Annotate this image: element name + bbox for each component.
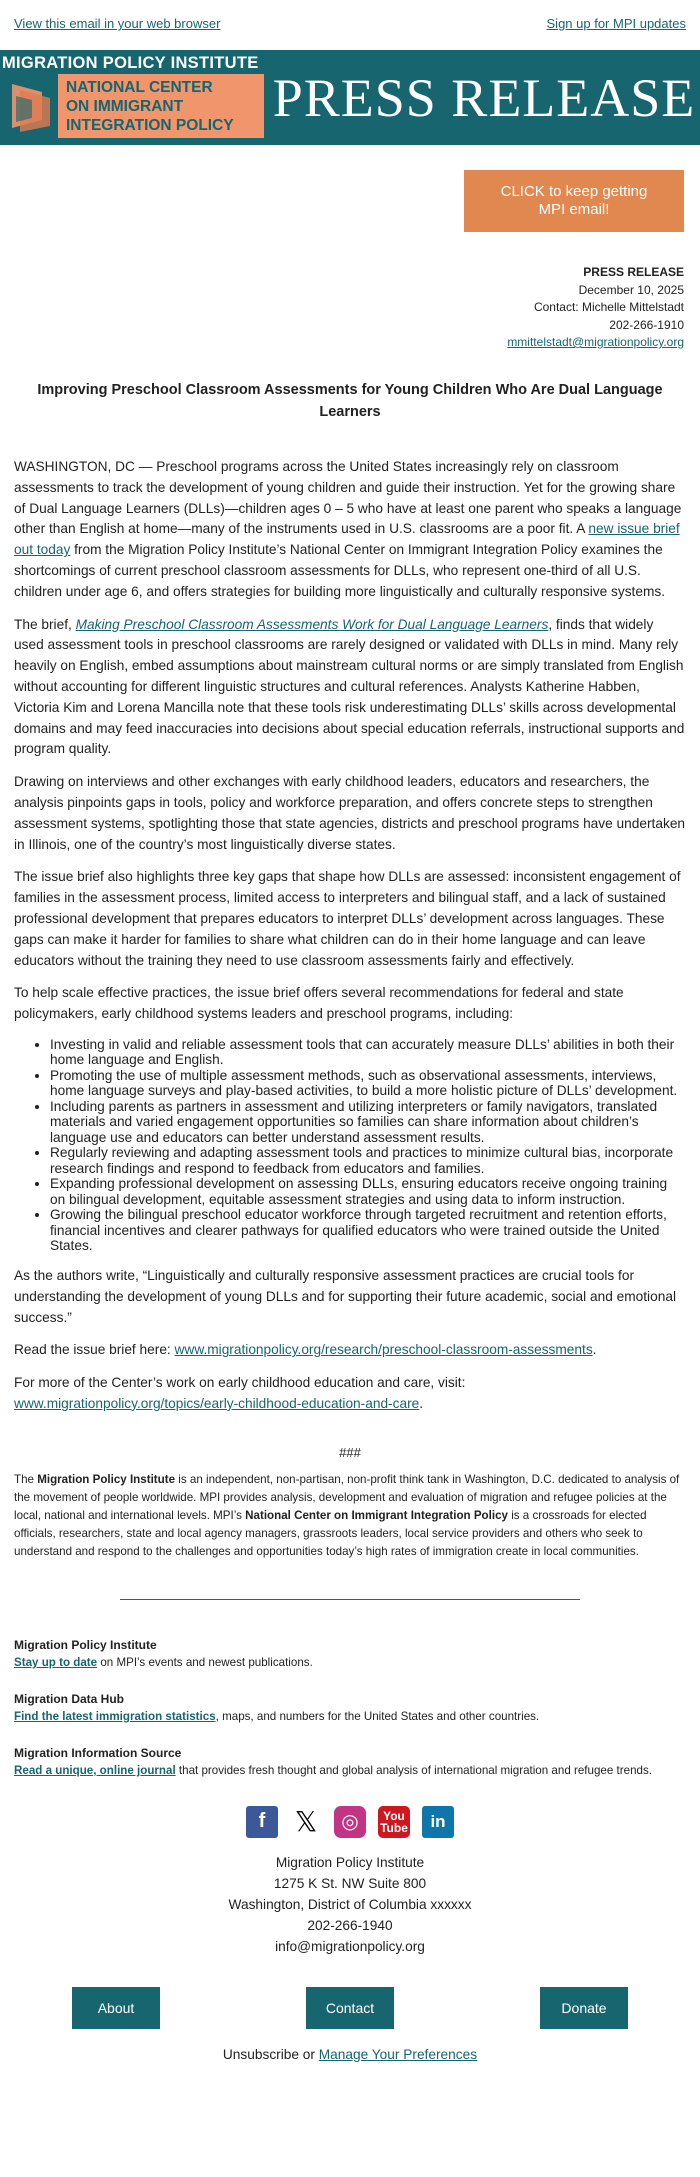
- web-version-link[interactable]: View this email in your web browser: [14, 16, 221, 31]
- address-city: Washington, District of Columbia xxxxxx: [228, 1896, 472, 1912]
- address-email: info@migrationpolicy.org: [275, 1938, 425, 1954]
- org-name: MIGRATION POLICY INSTITUTE: [2, 54, 259, 72]
- resources: [0, 1636, 700, 1780]
- linkedin-icon[interactable]: in: [422, 1806, 454, 1838]
- about-button[interactable]: About: [72, 1987, 160, 2029]
- list-item: • Expanding professional development on assessing DLLs, ensuring educators receive ongoing training on bilingual development, equitable assessment strategies and using data to inform instruction.: [50, 1176, 686, 1207]
- resource-link[interactable]: Read a unique, online journal: [14, 1763, 176, 1777]
- topic-url-link[interactable]: www.migrationpolicy.org/topics/early-childhood-education-and-care: [14, 1395, 420, 1411]
- facebook-icon[interactable]: f: [246, 1806, 278, 1838]
- address-phone: 202-266-1940: [307, 1917, 393, 1933]
- press-release-banner: [268, 50, 700, 145]
- release-date: December 10, 2025: [578, 282, 684, 297]
- recommendations-list: [14, 1037, 686, 1254]
- resource-link[interactable]: Find the latest immigration statistics: [14, 1709, 216, 1723]
- address-org: Migration Policy Institute: [275, 1854, 425, 1870]
- resource-link[interactable]: Stay up to date: [14, 1655, 98, 1669]
- keep-email-button[interactable]: CLICK to keep getting MPI email!: [464, 170, 684, 232]
- mpi-logo[interactable]: [0, 50, 268, 145]
- divider: [120, 1599, 580, 1600]
- contact-heading: PRESS RELEASE: [583, 265, 684, 279]
- top-links: [0, 0, 700, 50]
- contact-phone: 202-266-1910: [609, 317, 684, 332]
- list-item: • Investing in valid and reliable assessment tools that can accurately measure DLLs’ abilities in both their home language and English.: [50, 1037, 686, 1068]
- address: [0, 1852, 700, 1957]
- nciip-emblem-icon: [2, 74, 58, 138]
- banner-title: PRESS RELEASE: [272, 67, 696, 128]
- unsubscribe-line: Unsubscribe or Manage Your Preferences: [222, 2046, 478, 2062]
- resource-title: Migration Data Hub: [14, 1691, 124, 1706]
- contact-block: [0, 264, 700, 379]
- nciip-name: NATIONAL CENTER ON IMMIGRANT INTEGRATION POLICY: [66, 79, 234, 134]
- contact-button[interactable]: Contact: [306, 1987, 394, 2029]
- list-item: • Including parents as partners in assessment and utilizing interpreters or family navigators, translated materials and varied engagement opportunities so families can share information about children’s language use and educators can better understand assessment results.: [50, 1099, 686, 1146]
- donate-button[interactable]: Donate: [540, 1987, 628, 2029]
- about-paragraph: The Migration Policy Institute is an independent, non-partisan, non-profit think tank in Washington, D.C. dedicated to analysis of the movement of people worldwide. MPI provides analysis, development and evaluation of migration and refugee policies at the local, national and international levels. MPI’s National Center on Immigrant Integration Policy is a crossroads for elected officials, researchers, state and local agency managers, grassroots leaders, local service providers and others who seek to understand and respond to the challenges and opportunities today’s high rates of immigration create in local communities.: [14, 1472, 680, 1558]
- x-icon[interactable]: 𝕏: [294, 1806, 318, 1838]
- list-item: • Regularly reviewing and adapting assessment tools and practices to minimize cultural bias, incorporate research findings and respond to feedback from educators and families.: [50, 1145, 686, 1176]
- headline: Improving Preschool Classroom Assessments for Young Children Who Are Dual Language Learners: [37, 382, 663, 420]
- brief-title-link[interactable]: Making Preschool Classroom Assessments Work for Dual Language Learners: [75, 616, 549, 632]
- resource-item: Migration Policy Institute Stay up to date on MPI’s events and newest publications.: [14, 1636, 686, 1672]
- paragraph: The brief, Making Preschool Classroom Assessments Work for Dual Language Learners, finds that widely used assessment tools in preschool classrooms are rarely designed or validated with DLLs in mind. Many rely heavily on English, embed assumptions about mainstream cultural norms or are simply translated from English without accounting for different linguistic structures and cultural references. Analysts Katherine Habben, Victoria Kim and Lorena Mancilla note that these tools risk underestimating DLLs’ skills across developmental domains and may feed inaccuracies into decisions about special education referrals, instructional supports and program quality.: [14, 616, 685, 757]
- resource-title: Migration Information Source: [14, 1745, 182, 1760]
- contact-email-link[interactable]: mmittelstadt@migrationpolicy.org: [507, 335, 684, 349]
- paragraph: WASHINGTON, DC — Preschool programs across the United States increasingly rely on classroom assessments to track the development of young children and guide their instruction. Yet for the growing share of Dual Language Learners (DLLs)—children ages 0 – 5 who have at least one parent who speaks a language other than English at home—many of the instruments used in U.S. classrooms are a poor fit. A new issue brief out today from the Migration Policy Institute’s National Center on Immigrant Integration Policy examines the shortcomings of current preschool classroom assessments for DLLs, who represent one-third of all U.S. children under age 6, and offers strategies for building more linguistically and culturally responsive systems.: [14, 459, 682, 599]
- social-links: [0, 1806, 700, 1842]
- nciip-logo: [2, 74, 264, 138]
- paragraph: Read the issue brief here: www.migrationpolicy.org/research/preschool-classroom-assessments.: [14, 1342, 597, 1358]
- address-street: 1275 K St. NW Suite 800: [273, 1875, 427, 1891]
- footer-buttons: [0, 1987, 700, 2029]
- instagram-icon[interactable]: ◎: [334, 1806, 366, 1838]
- issue-brief-link[interactable]: new issue brief out today: [14, 521, 680, 558]
- end-mark: ###: [339, 1444, 361, 1460]
- paragraph: The issue brief also highlights three key gaps that shape how DLLs are assessed: inconsistent engagement of families in the assessment process, limited access to interpreters and bilingual staff, and a lack of sustained professional development that prepares educators to interpret DLLs’ development across languages. These gaps can make it harder for families to share what children can do in their home language and can leave educators without the training they need to use classroom assessments fairly and effectively.: [14, 869, 681, 968]
- signup-link[interactable]: Sign up for MPI updates: [546, 16, 686, 31]
- header-banner: [0, 50, 700, 145]
- press-body: [0, 457, 700, 1415]
- manage-preferences-link[interactable]: Manage Your Preferences: [318, 2046, 478, 2062]
- paragraph: To help scale effective practices, the issue brief offers several recommendations for federal and state policymakers, early childhood systems leaders and preschool programs, including:: [14, 985, 624, 1022]
- paragraph: For more of the Center’s work on early childhood education and care, visit: www.migrationpolicy.org/topics/early-childhood-education-and-care.: [14, 1375, 466, 1411]
- list-item: • Growing the bilingual preschool educator workforce through targeted recruitment and retention efforts, financial incentives and clearer pathways for qualified educators who were trained outside the United States.: [50, 1207, 686, 1254]
- resource-title: Migration Policy Institute: [14, 1637, 157, 1652]
- list-item: • Promoting the use of multiple assessment methods, such as observational assessments, interviews, home language surveys and play-based activities, to build a more holistic picture of DLLs’ development.: [50, 1068, 686, 1099]
- youtube-icon[interactable]: You Tube: [378, 1806, 410, 1838]
- paragraph: Drawing on interviews and other exchanges with early childhood leaders, educators and researchers, the analysis pinpoints gaps in tools, policy and workforce preparation, and offers concrete steps to strengthen assessment systems, spotlighting those that state agencies, districts and preschool programs have undertaken in Illinois, one of the country’s most linguistically diverse states.: [14, 774, 686, 852]
- resource-item: Migration Data Hub Find the latest immigration statistics, maps, and numbers for the United States and other countries.: [14, 1690, 686, 1726]
- contact-name: Contact: Michelle Mittelstadt: [533, 300, 684, 314]
- cta-row: [0, 145, 700, 264]
- paragraph: As the authors write, “Linguistically and culturally responsive assessment practices are crucial tools for understanding the development of young DLLs and for supporting their future academic, social and emotional success.”: [14, 1267, 676, 1325]
- brief-url-link[interactable]: www.migrationpolicy.org/research/preschool-classroom-assessments: [174, 1342, 593, 1358]
- resource-item: Migration Information Source Read a unique, online journal that provides fresh thought and global analysis of international migration and refugee trends.: [14, 1744, 686, 1780]
